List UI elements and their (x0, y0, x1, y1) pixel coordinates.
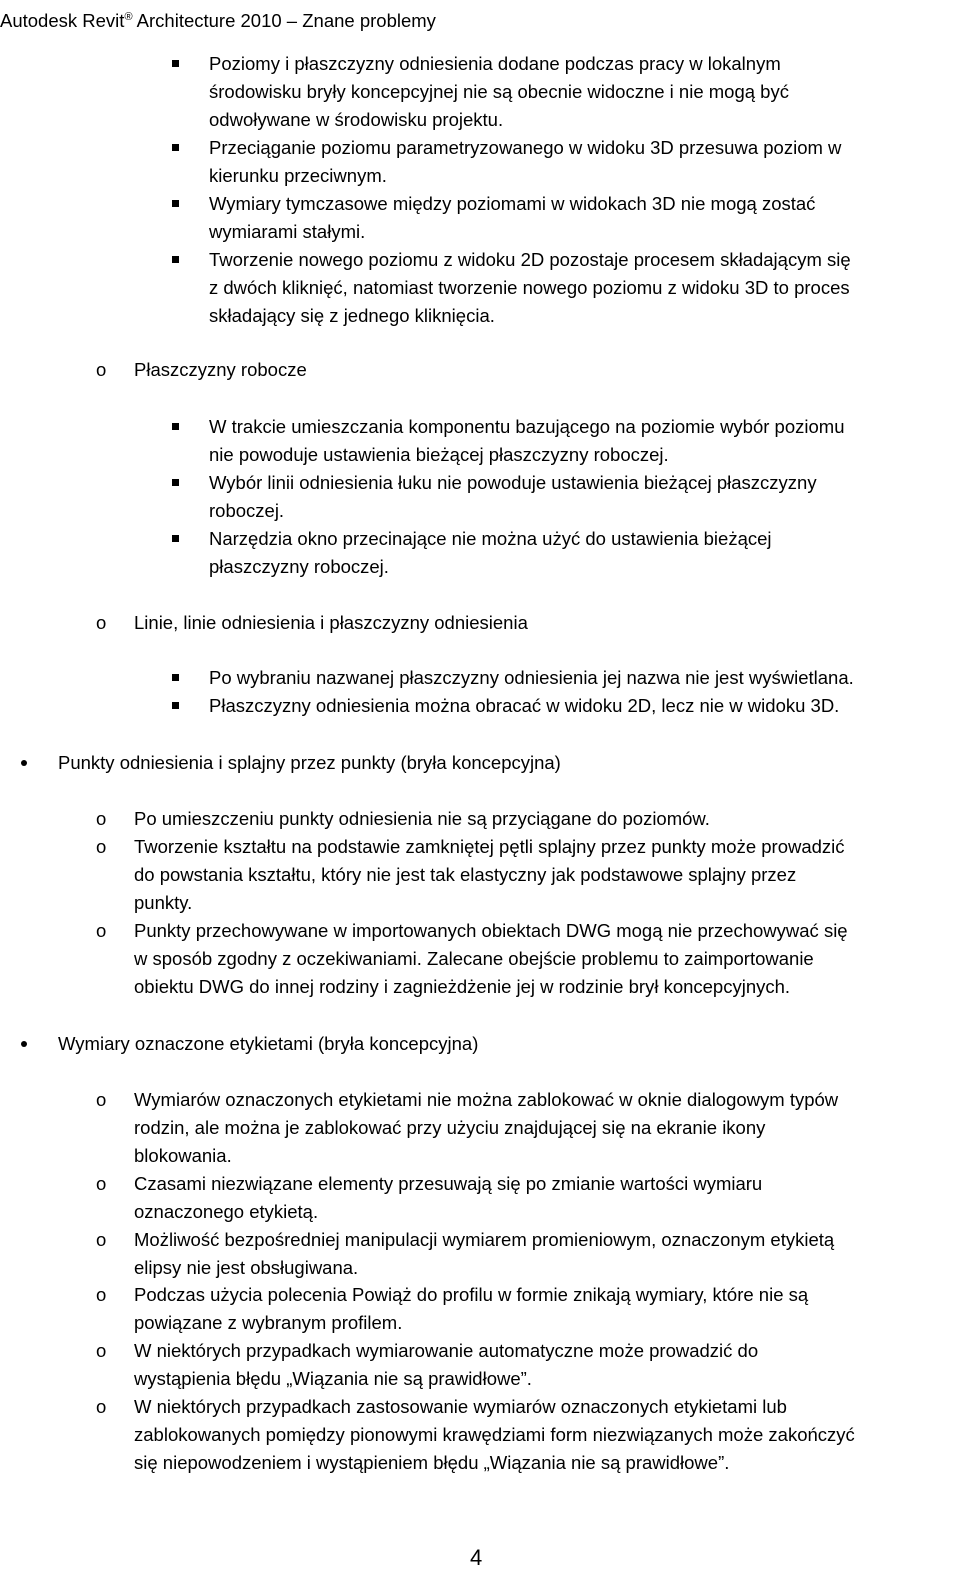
list-item-line: Linie, linie odniesienia i płaszczyzny odniesienia (134, 612, 528, 633)
list-item-line: Płaszczyzny robocze (134, 359, 307, 380)
list-item-line: W niektórych przypadkach zastosowanie wymiarów oznaczonych etykietami lub (134, 1396, 787, 1417)
sub-list-item-line: W trakcie umieszczania komponentu bazującego na poziomie wybór poziomu (209, 416, 845, 437)
sub-list-item-line: wymiarami stałymi. (209, 220, 366, 242)
circle-bullet-icon: o (96, 1229, 107, 1250)
sub-list-item-line: Wymiary tymczasowe między poziomami w widokach 3D nie mogą zostać (209, 193, 816, 214)
circle-bullet-icon: o (96, 1396, 107, 1417)
list-item-line: oznaczonego etykietą. (134, 1200, 319, 1222)
list-item-line: Wymiarów oznaczonych etykietami nie można zablokować w oknie dialogowym typów (134, 1089, 839, 1110)
square-bullet-icon (172, 674, 179, 681)
round-bullet-icon (21, 1041, 27, 1047)
sub-list-item-line: Poziomy i płaszczyzny odniesienia dodane podczas pracy w lokalnym (209, 53, 781, 74)
circle-bullet-icon: o (96, 836, 107, 857)
sub-list-item-line: kierunku przeciwnym. (209, 164, 387, 186)
list-item-line: Tworzenie kształtu na podstawie zamkniętej pętli splajny przez punkty może prowadzić (134, 836, 845, 857)
list-item-line: blokowania. (134, 1144, 232, 1166)
sub-list-item-line: roboczej. (209, 499, 285, 521)
circle-bullet-icon: o (96, 1173, 107, 1194)
sub-list-item-line: Po wybraniu nazwanej płaszczyzny odniesienia jej nazwa nie jest wyświetlana. (209, 667, 854, 688)
list-item-line: W niektórych przypadkach wymiarowanie automatyczne może prowadzić do (134, 1340, 759, 1361)
square-bullet-icon (172, 702, 179, 709)
sub-list-item-line: z dwóch kliknięć, natomiast tworzenie nowego poziomu z widoku 3D to proces (209, 276, 850, 298)
circle-bullet-icon: o (96, 920, 107, 941)
page-number: 4 (470, 1545, 483, 1570)
list-item-line: w sposób zgodny z oczekiwaniami. Zalecane obejście problemu to zaimportowanie (134, 947, 814, 969)
square-bullet-icon (172, 423, 179, 430)
sub-list-item-line: Płaszczyzny odniesienia można obracać w widoku 2D, lecz nie w widoku 3D. (209, 695, 840, 716)
section-heading-line: Wymiary oznaczone etykietami (bryła koncepcyjna) (58, 1033, 479, 1054)
list-item-line: Możliwość bezpośredniej manipulacji wymiarem promieniowym, oznaczonym etykietą (134, 1229, 835, 1250)
list-item-line: obiektu DWG do innej rodziny i zagnieżdżenie jej w rodzinie brył koncepcyjnych. (134, 975, 791, 997)
circle-bullet-icon: o (96, 1284, 107, 1305)
square-bullet-icon (172, 60, 179, 67)
header-title-start: Autodesk Revit (0, 10, 125, 31)
square-bullet-icon (172, 200, 179, 207)
sub-list-item-line: płaszczyzny roboczej. (209, 555, 389, 577)
registered-mark: ® (124, 11, 133, 23)
list-item-line: zablokowanych pomiędzy pionowymi krawędziami form niezwiązanych może zakończyć (134, 1423, 855, 1445)
list-item-line: powiązane z wybranym profilem. (134, 1311, 403, 1333)
sub-list-item-line: Narzędzia okno przecinające nie można użyć do ustawienia bieżącej (209, 528, 772, 549)
sub-list-item-line: Wybór linii odniesienia łuku nie powoduje ustawienia bieżącej płaszczyzny (209, 472, 817, 493)
list-item-line: Punkty przechowywane w importowanych obiektach DWG mogą nie przechowywać się (134, 920, 848, 941)
header-title-end: Architecture 2010 – Znane problemy (132, 10, 436, 31)
list-item-line: Czasami niezwiązane elementy przesuwają się po zmianie wartości wymiaru (134, 1173, 763, 1194)
sub-list-item-line: Przeciąganie poziomu parametryzowanego w widoku 3D przesuwa poziom w (209, 137, 842, 158)
square-bullet-icon (172, 535, 179, 542)
list-item-line: Po umieszczeniu punkty odniesienia nie są przyciągane do poziomów. (134, 808, 710, 829)
list-item-line: Podczas użycia polecenia Powiąż do profilu w formie znikają wymiary, które nie są (134, 1284, 809, 1305)
sub-list-item-line: środowisku bryły koncepcyjnej nie są obecnie widoczne i nie mogą być (209, 80, 789, 102)
circle-bullet-icon: o (96, 1089, 107, 1110)
square-bullet-icon (172, 144, 179, 151)
list-item-line: wystąpienia błędu „Wiązania nie są prawidłowe”. (134, 1367, 532, 1389)
list-item-line: elipsy nie jest obsługiwana. (134, 1256, 359, 1278)
sub-list-item-line: odwoływane w środowisku projektu. (209, 108, 504, 130)
list-item-line: rodzin, ale można je zablokować przy użyciu znajdującej się na ekranie ikony (134, 1116, 766, 1138)
page-header (0, 4, 436, 34)
list-item-line: do powstania kształtu, który nie jest tak elastyczny jak podstawowe splajny przez (134, 863, 797, 885)
circle-bullet-icon: o (96, 808, 107, 829)
circle-bullet-icon: o (96, 1340, 107, 1361)
list-item-line: się niepowodzeniem i wystąpieniem błędu „Wiązania nie są prawidłowe”. (134, 1451, 730, 1473)
round-bullet-icon (21, 760, 27, 766)
circle-bullet-icon: o (96, 359, 107, 380)
sub-list-item-line: Tworzenie nowego poziomu z widoku 2D pozostaje procesem składającym się (209, 249, 851, 270)
section-heading-line: Punkty odniesienia i splajny przez punkty (bryła koncepcyjna) (58, 752, 561, 773)
square-bullet-icon (172, 479, 179, 486)
list-item-line: punkty. (134, 891, 193, 913)
circle-bullet-icon: o (96, 612, 107, 633)
sub-list-item-line: nie powoduje ustawienia bieżącej płaszczyzny roboczej. (209, 443, 669, 465)
square-bullet-icon (172, 256, 179, 263)
sub-list-item-line: składający się z jednego kliknięcia. (209, 304, 495, 326)
